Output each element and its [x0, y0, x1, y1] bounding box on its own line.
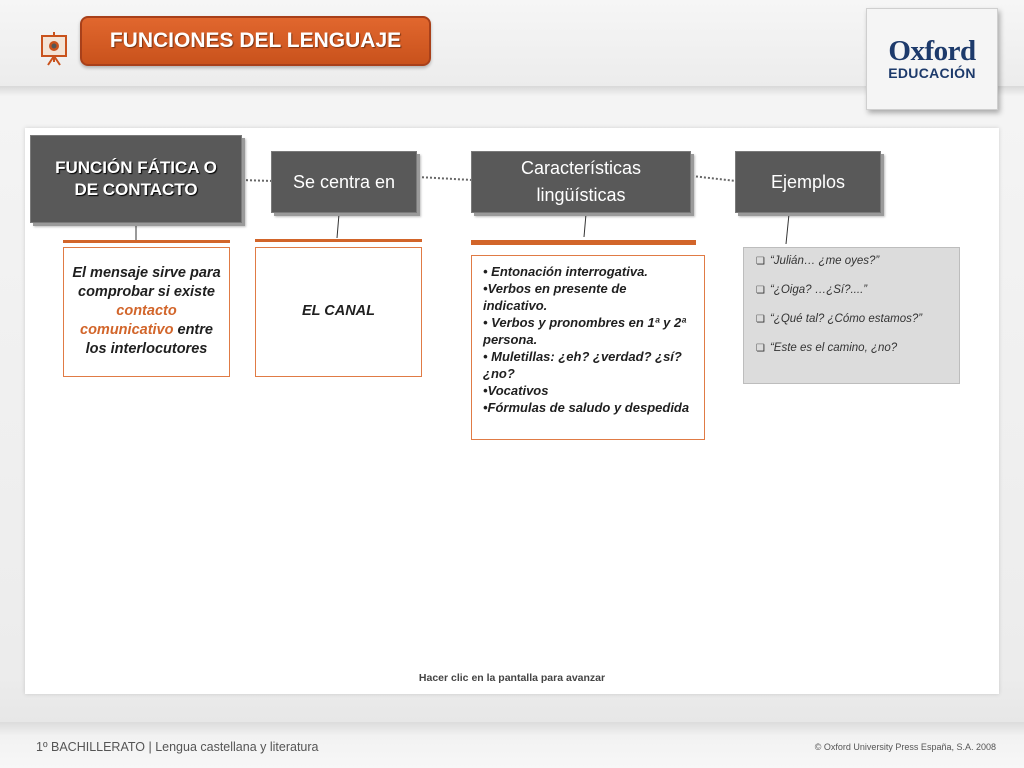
footer-course-label: 1º BACHILLERATO | Lengua castellana y literatura: [36, 740, 319, 754]
example-item: [756, 342, 949, 356]
presenter-icon: [40, 32, 68, 66]
definition-text-2: entre los interlocutores: [85, 322, 213, 357]
checkbox-bullet-icon: ❏: [756, 256, 765, 267]
page-title: FUNCIONES DEL LENGUAJE: [80, 16, 431, 66]
example-text: “Julián… ¿me oyes?”: [769, 255, 880, 267]
characteristic-item: • Entonación interrogativa.: [483, 264, 648, 279]
logo-oxford-text: Oxford: [888, 35, 976, 67]
definition-highlight: contacto comunicativo: [80, 303, 177, 338]
example-item: [756, 284, 949, 298]
characteristic-item: • Verbos y pronombres en 1ª y 2ª persona.: [483, 315, 686, 347]
checkbox-bullet-icon: ❏: [756, 285, 765, 296]
characteristic-item: •Fórmulas de saludo y despedida: [483, 400, 690, 415]
header-centra-label: Se centra en: [292, 171, 396, 192]
example-text: “¿Qué tal? ¿Cómo estamos?”: [769, 313, 923, 325]
oxford-educacion-logo: [866, 8, 998, 110]
example-text: “Este es el camino, ¿no?: [769, 342, 898, 354]
checkbox-bullet-icon: ❏: [756, 314, 765, 325]
definition-box: [63, 247, 230, 377]
characteristic-item: • Muletillas: ¿eh? ¿verdad? ¿sí? ¿no?: [483, 349, 682, 381]
example-item: [756, 313, 949, 327]
header-box-ejemplos: [735, 151, 881, 213]
characteristics-box: [471, 255, 705, 440]
header-box-centra: [271, 151, 417, 213]
checkbox-bullet-icon: ❏: [756, 343, 765, 354]
channel-box: [255, 247, 422, 377]
header-caracteristicas-label: Características lingüísticas: [520, 158, 642, 205]
divider-line-3: [471, 240, 696, 245]
logo-educacion-text: EDUCACIÓN: [888, 65, 976, 81]
definition-text-1: El mensaje sirve para comprobar si existe: [72, 265, 221, 300]
characteristic-item: •Verbos en presente de indicativo.: [483, 281, 627, 313]
divider-line-2: [255, 239, 422, 242]
main-function-label: FUNCIÓN FÁTICA O DE CONTACTO: [55, 158, 217, 199]
channel-text: EL CANAL: [301, 303, 376, 319]
examples-box: [743, 247, 960, 384]
header-ejemplos-label: Ejemplos: [770, 171, 846, 192]
example-item: [756, 255, 949, 269]
characteristic-item: •Vocativos: [483, 383, 549, 398]
example-text: “¿Oiga? …¿Sí?....”: [769, 284, 868, 296]
main-function-box: [30, 135, 242, 223]
divider-line-1: [63, 240, 230, 243]
advance-hint: Hacer clic en la pantalla para avanzar: [418, 672, 606, 684]
header-box-caracteristicas: [471, 151, 691, 213]
footer-copyright: © Oxford University Press España, S.A. 2008: [814, 742, 996, 752]
